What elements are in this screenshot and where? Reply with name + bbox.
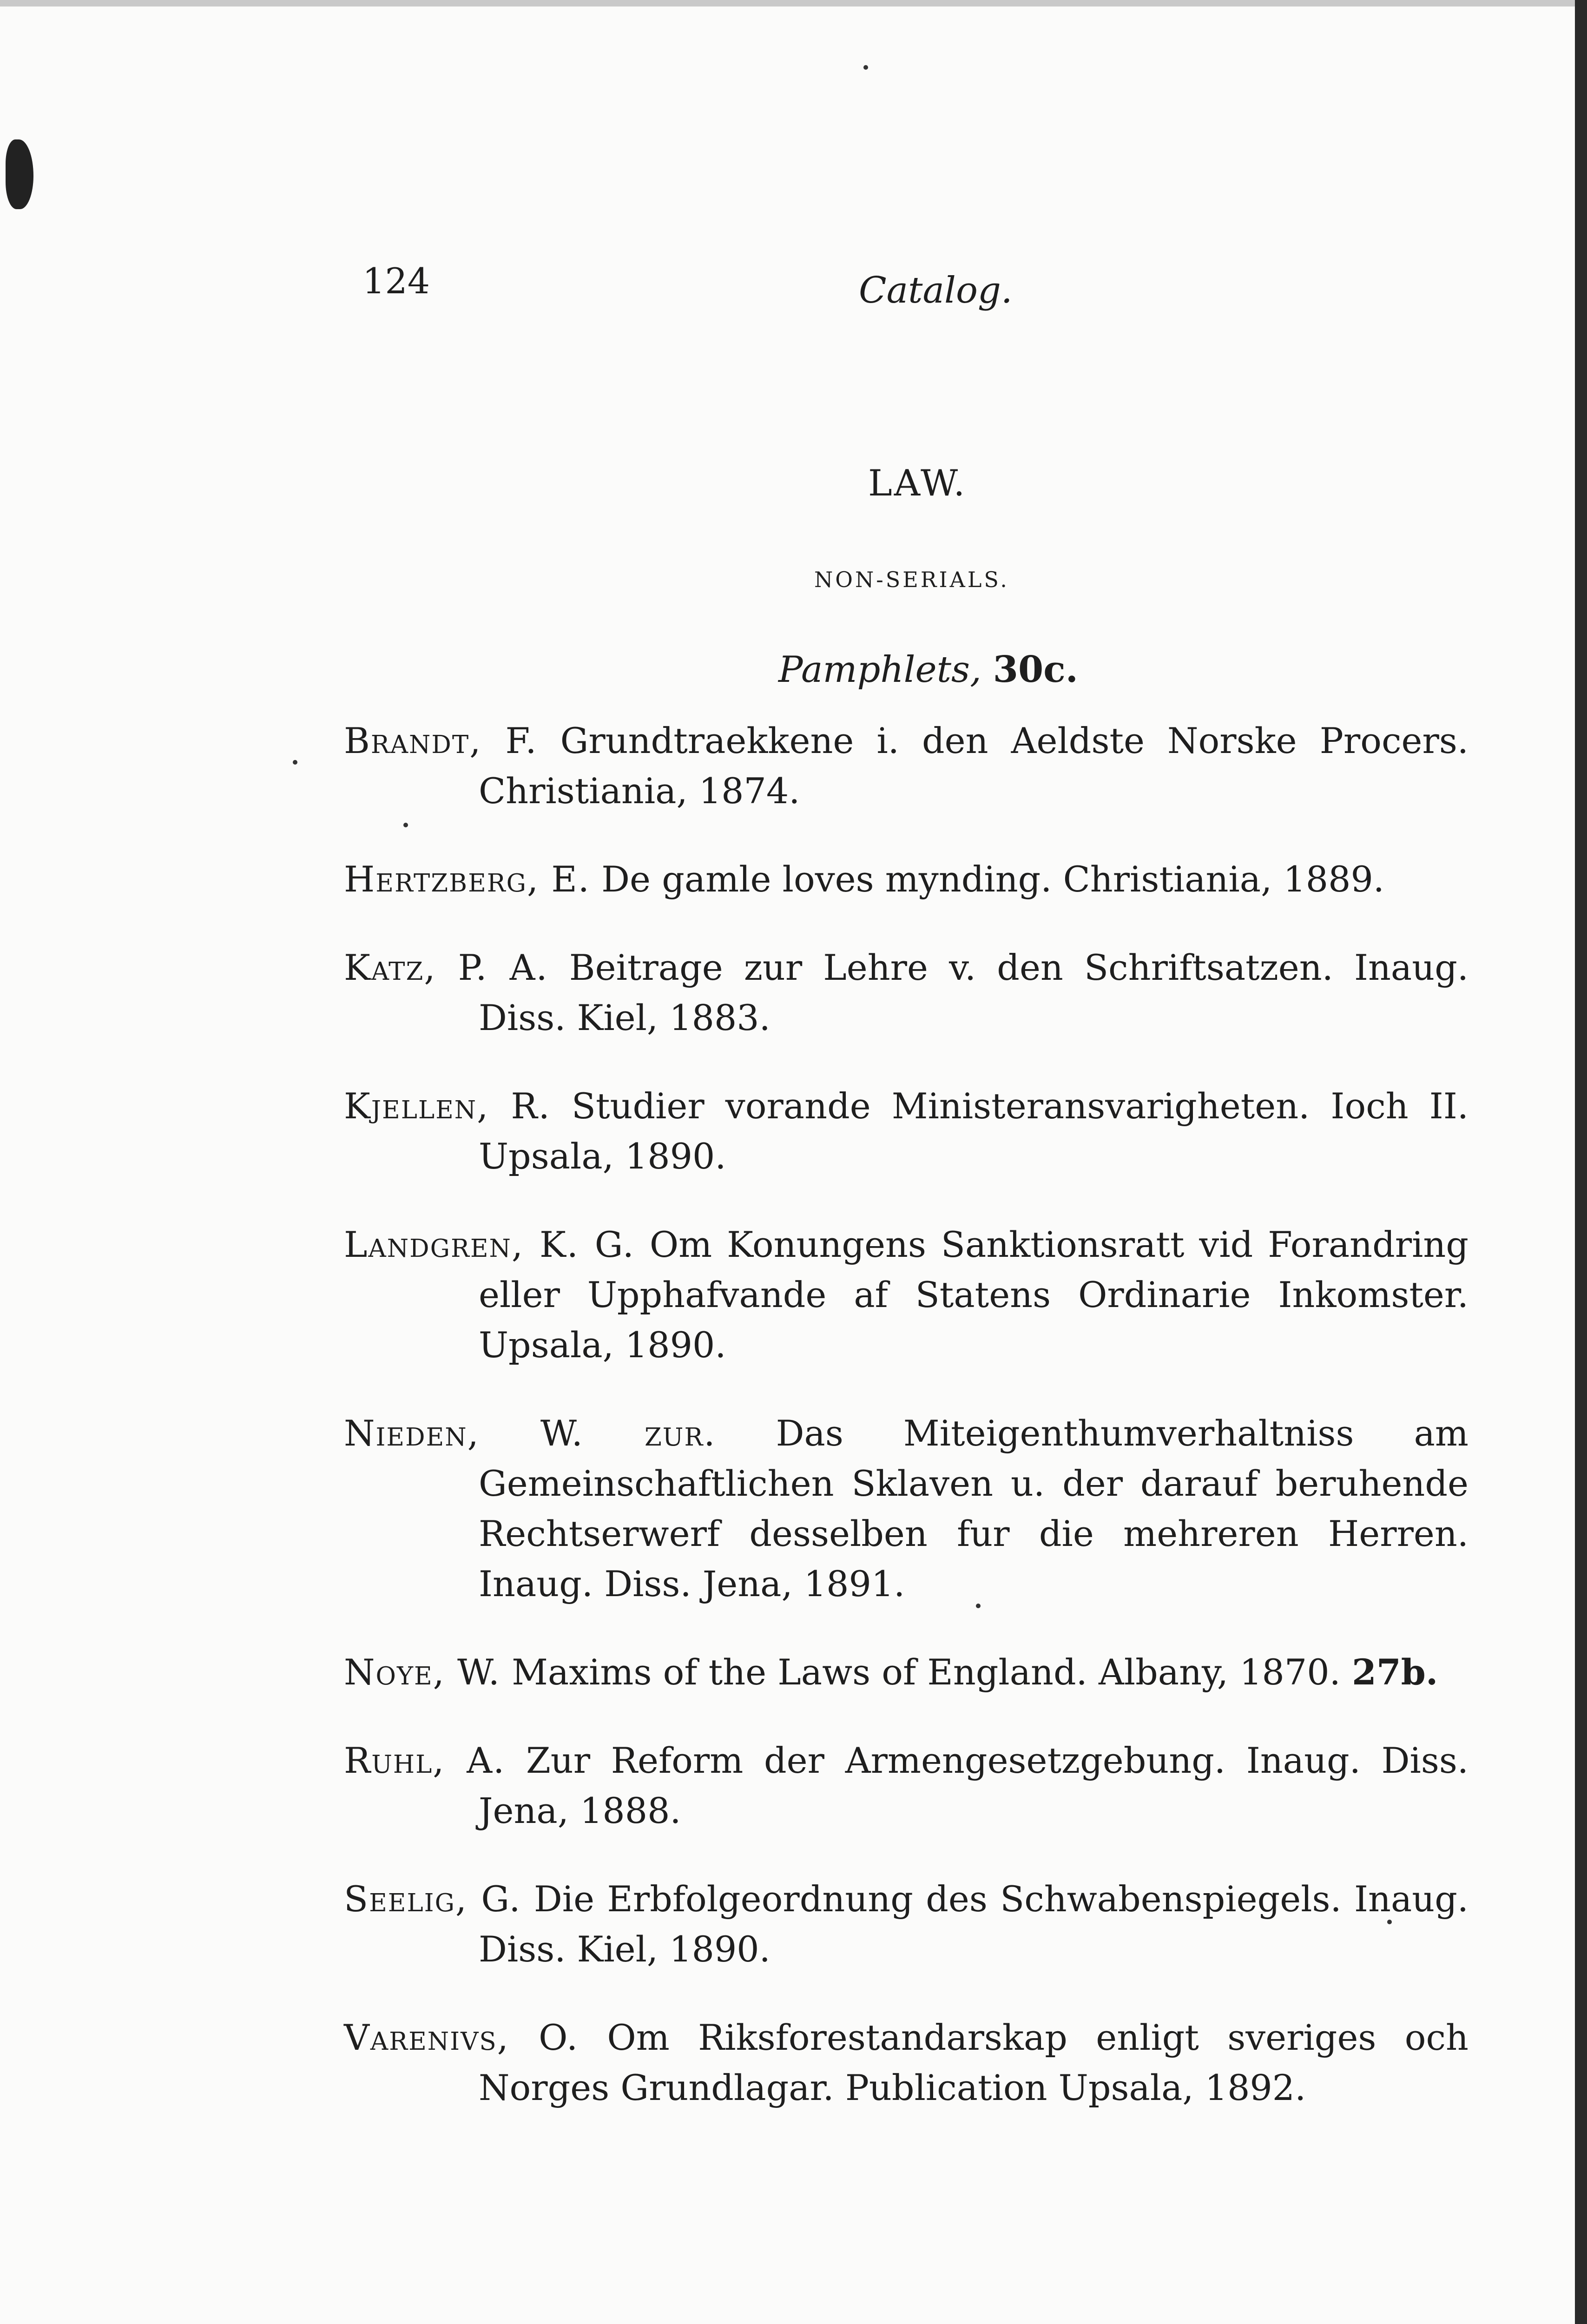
entry-author: Brandt, F. [344,720,538,761]
entry-text: Om Konungens Sanktionsratt vid Forandring eller Upphafvande af Statens Ordinarie Inkomster. Upsala, 1890. [479,1224,1468,1366]
running-title: Catalog. [859,270,1013,311]
category-code: 30c. [993,648,1078,691]
entry-author: Hertzberg, E. [344,858,590,900]
category-label: Pamphlets, [778,649,981,691]
entry-author: Seelig, G. [344,1878,521,1920]
entry-text: Studier vorande Ministeransvarigheten. Ioch II. Upsala, 1890. [479,1085,1468,1177]
catalog-entry [344,1874,1468,1974]
catalog-entry [344,1220,1468,1370]
entry-text: Om Riksforestandarskap enligt sveriges och Norges Grundlagar. Publication Upsala, 1892. [479,2017,1468,2108]
catalog-entries [344,716,1468,2151]
entry-text: Das Miteigenthumverhaltniss am Gemeinschaftlichen Sklaven u. der darauf beruhende Rechtserwerf desselben fur die mehreren Herren. Inaug. Diss. Jena, 1891. [479,1413,1468,1604]
ink-blot-mark [6,139,33,209]
subsection-title: NON-SERIALS. [814,567,1009,592]
scan-right-edge [1575,0,1587,2324]
catalog-entry [344,854,1468,905]
entry-text: Maxims of the Laws of England. Albany, 1870. [512,1651,1341,1693]
page-number: 124 [362,260,430,302]
entry-author: Landgren, K. G. [344,1224,635,1265]
entry-author: Katz, P. A. [344,947,548,988]
catalog-entry [344,716,1468,816]
entry-author: Varenivs, O. [344,2017,579,2058]
entry-text: Grundtraekkene i. den Aeldste Norske Procers. Christiania, 1874. [479,720,1468,812]
entry-author: Ruhl, A. [344,1740,506,1781]
entry-author: Kjellen, R. [344,1085,551,1127]
entry-text: Die Erbfolgeordnung des Schwabenspiegels. Inaug. Diss. Kiel, 1890. [479,1878,1469,1970]
catalog-entry [344,943,1468,1043]
entry-call-number: 27b. [1351,1651,1438,1693]
entry-text: De gamle loves mynding. Christiania, 1889. [601,858,1384,900]
entry-text: Beitrage zur Lehre v. den Schriftsatzen. Inaug. Diss. Kiel, 1883. [479,947,1468,1038]
catalog-entry [344,1736,1468,1836]
catalog-entry [344,1081,1468,1182]
scan-speck [863,65,868,70]
scan-top-edge [0,0,1587,7]
entry-text: Zur Reform der Armengesetzgebung. Inaug. Diss. Jena, 1888. [479,1740,1468,1831]
catalog-entry [344,1647,1468,1697]
section-title: LAW. [868,462,967,504]
catalog-entry [344,1408,1468,1609]
scan-speck [293,760,297,765]
category-line [778,648,1078,691]
entry-author: Noye, W. [344,1651,500,1693]
entry-author: Nieden, W. zur. [344,1413,716,1454]
catalog-entry [344,2013,1468,2113]
